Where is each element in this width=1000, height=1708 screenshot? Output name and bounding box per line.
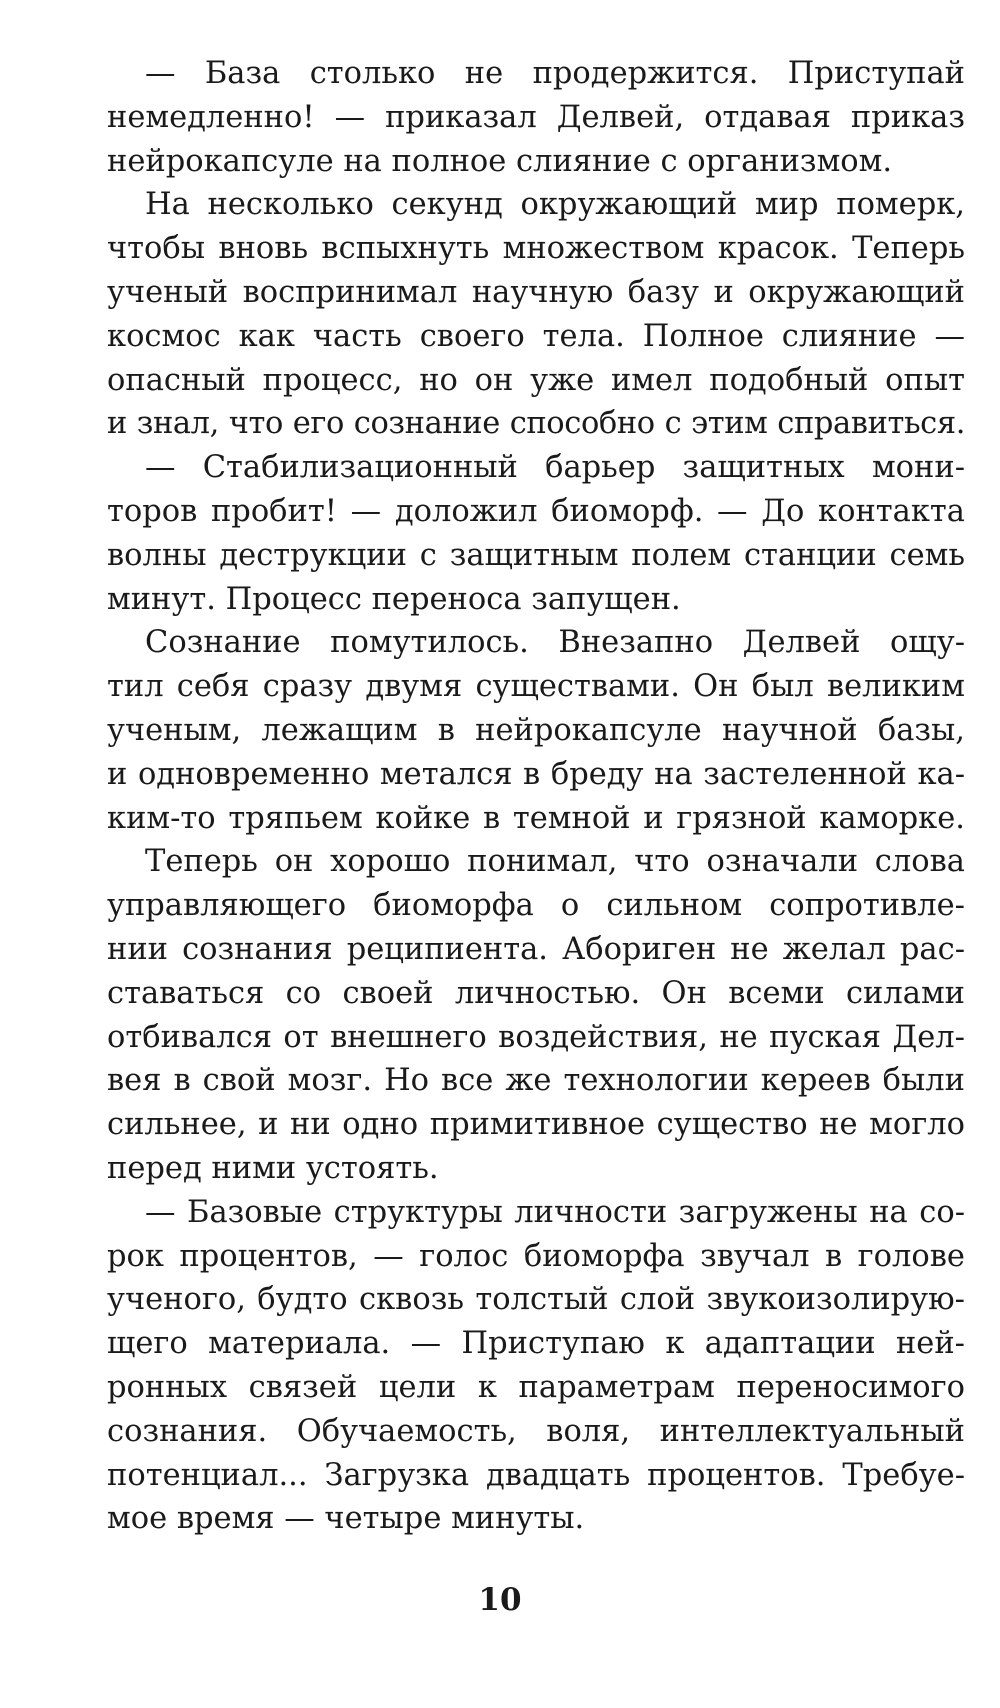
paragraph-2	[107, 183, 965, 446]
text-line: и знал, что его сознание способно с этим справиться.	[107, 406, 965, 442]
paragraph-6	[107, 1191, 965, 1541]
paragraph-3	[107, 446, 965, 621]
paragraph-5	[107, 840, 965, 1190]
text-line: волны деструкции с защитным полем станции семь	[107, 537, 965, 573]
text-line: — Стабилизационный барьер защитных мони-	[145, 450, 965, 486]
text-line: Сознание помутилось. Внезапно Делвей ощу-	[145, 625, 965, 661]
text-line: и одновременно метался в бреду на застеленной ка-	[107, 756, 965, 792]
text-line: минут. Процесс переноса запущен.	[107, 581, 681, 617]
text-line: вея в свой мозг. Но все же технологии кереев были	[107, 1063, 965, 1099]
text-line: опасный процесс, но он уже имел подобный опыт	[107, 362, 965, 398]
text-line: — База столько не продержится. Приступай	[145, 56, 965, 91]
text-line: торов пробит! — доложил биоморф. — До контакта	[107, 493, 965, 529]
text-line: перед ними устоять.	[107, 1150, 439, 1186]
text-line: немедленно! — приказал Делвей, отдавая приказ	[107, 99, 965, 135]
text-line: рок процентов, — голос биоморфа звучал в голове	[107, 1238, 965, 1274]
text-line: — Базовые структуры личности загружены на со-	[145, 1194, 965, 1230]
text-line: чтобы вновь вспыхнуть множеством красок. Теперь	[107, 231, 965, 267]
text-line: ким-то тряпьем койке в темной и грязной каморке.	[107, 800, 965, 836]
text-line: нейрокапсуле на полное слияние с организмом.	[107, 143, 893, 179]
text-line: Теперь он хорошо понимал, что означали слова	[145, 844, 965, 880]
text-line: ронных связей цели к параметрам переносимого	[107, 1369, 965, 1405]
text-line: тил себя сразу двумя существами. Он был великим	[107, 669, 965, 705]
text-line: мое время — четыре минуты.	[107, 1501, 585, 1537]
text-line: управляющего биоморфа о сильном сопротивле-	[107, 888, 965, 924]
text-line: ученый воспринимал научную базу и окружающий	[107, 274, 965, 310]
page-number: 10	[478, 1582, 522, 1618]
text-line: ставаться со своей личностью. Он всеми силами	[107, 975, 965, 1011]
text-line: щего материала. — Приступаю к адаптации ней-	[107, 1326, 965, 1362]
text-line: сильнее, и ни одно примитивное существо не могло	[107, 1107, 965, 1143]
text-line: нии сознания реципиента. Абориген не желал рас-	[107, 931, 965, 967]
book-page-text	[107, 52, 965, 1541]
text-line: отбивался от внешнего воздействия, не пуская Дел-	[107, 1019, 965, 1055]
paragraph-1	[107, 52, 965, 183]
text-line: потенциал... Загрузка двадцать процентов. Требуе-	[107, 1457, 965, 1493]
text-line: ученого, будто сквозь толстый слой звукоизолирую-	[107, 1282, 965, 1318]
text-line: На несколько секунд окружающий мир померк,	[145, 187, 965, 223]
paragraph-4	[107, 621, 965, 840]
text-line: сознания. Обучаемость, воля, интеллектуальный	[107, 1413, 965, 1449]
text-line: ученым, лежащим в нейрокапсуле научной базы,	[107, 712, 965, 748]
text-line: космос как часть своего тела. Полное слияние —	[107, 318, 965, 354]
